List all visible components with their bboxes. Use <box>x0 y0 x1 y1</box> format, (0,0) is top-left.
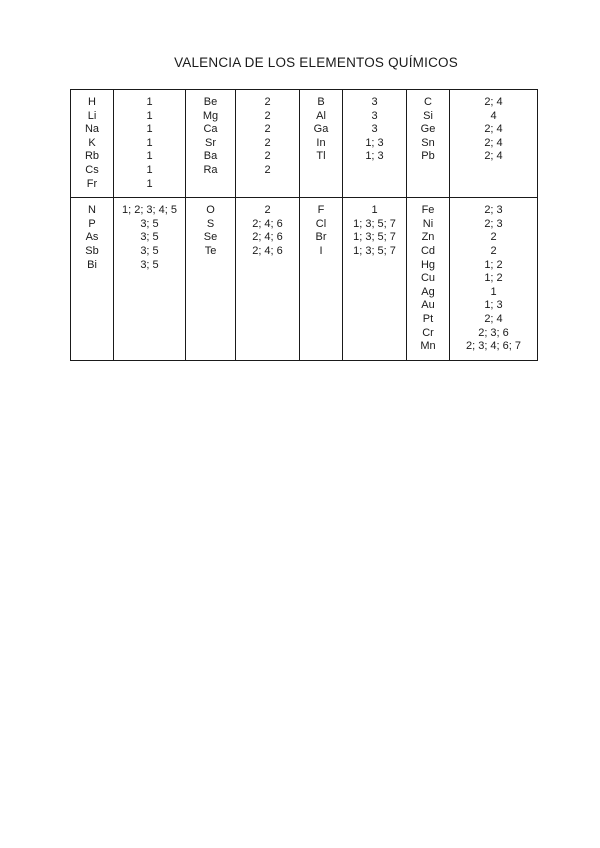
element-valence: 1 <box>146 96 153 108</box>
element-symbols-cell <box>186 198 236 361</box>
valences-cell <box>450 90 538 198</box>
element-symbol: Sn <box>421 136 435 149</box>
element-symbol: K <box>88 136 96 149</box>
element-valence: 2 <box>264 136 271 149</box>
element-symbols-cell <box>186 90 236 198</box>
element-valence: 2; 4 <box>484 150 503 163</box>
element-symbol: S <box>206 217 215 230</box>
valences-cell <box>114 198 186 361</box>
table-body <box>71 90 538 361</box>
element-symbol: Li <box>87 109 97 122</box>
element-symbol: F <box>317 204 325 217</box>
element-valence: 2; 4 <box>484 136 503 149</box>
valences-cell <box>236 90 300 198</box>
valence-table <box>70 89 538 361</box>
element-symbol: Al <box>316 109 326 122</box>
element-valence: 4 <box>490 109 497 122</box>
element-valence: 1 <box>371 204 378 217</box>
element-valence: 2; 4 <box>484 312 503 325</box>
element-symbol: Ni <box>422 217 434 230</box>
element-symbol: Ge <box>420 123 436 136</box>
element-valence: 2; 4; 6 <box>252 244 283 257</box>
valences-cell <box>114 90 186 198</box>
element-symbol: Cd <box>420 244 436 257</box>
element-symbol: Br <box>315 231 327 244</box>
element-valence: 2 <box>264 109 271 122</box>
element-symbol: N <box>88 204 96 217</box>
element-symbol: Ra <box>203 163 218 176</box>
element-symbol: In <box>316 136 326 149</box>
element-symbol: Fr <box>86 177 98 190</box>
element-symbol: Hg <box>420 258 436 271</box>
element-symbol: Cr <box>422 326 434 339</box>
element-symbol: Be <box>203 96 218 108</box>
element-valence: 1 <box>146 109 153 122</box>
element-symbol: Mn <box>420 340 436 353</box>
element-symbol: Zn <box>421 231 435 244</box>
element-symbol: Ca <box>203 123 218 136</box>
element-symbol: Te <box>204 244 217 257</box>
element-symbol: Tl <box>316 150 326 163</box>
element-valence: 2; 4; 6 <box>252 217 283 230</box>
element-valence: 2 <box>490 231 497 244</box>
element-valence: 2 <box>264 204 271 217</box>
element-valence: 1; 3; 5; 7 <box>353 231 396 244</box>
element-symbol: Pt <box>422 312 434 325</box>
element-valence: 3; 5 <box>140 231 159 244</box>
element-symbol: Mg <box>202 109 219 122</box>
element-symbol: Pb <box>421 150 435 163</box>
element-symbol: Sr <box>205 136 216 149</box>
element-symbol: P <box>88 217 96 230</box>
element-valence: 2; 4; 6 <box>252 231 283 244</box>
element-symbol: Cl <box>315 217 327 230</box>
element-symbol: Cs <box>85 163 99 176</box>
element-valence: 1 <box>146 150 153 163</box>
element-symbols-cell <box>300 198 343 361</box>
element-symbols-cell <box>300 90 343 198</box>
element-valence: 2; 4 <box>484 96 503 108</box>
valences-cell <box>343 90 407 198</box>
valences-cell <box>236 198 300 361</box>
element-valence: 1 <box>146 163 153 176</box>
element-symbol: Fe <box>421 204 435 217</box>
valences-cell <box>450 198 538 361</box>
element-valence: 1; 2 <box>484 272 503 285</box>
element-symbol: Cu <box>420 272 436 285</box>
element-symbol: Ga <box>313 123 329 136</box>
element-valence: 1; 2; 3; 4; 5 <box>121 204 178 217</box>
element-valence: 2; 3 <box>484 217 503 230</box>
table-row <box>71 90 538 198</box>
element-symbol: Au <box>421 299 435 312</box>
element-valence: 1 <box>490 285 497 298</box>
element-valence: 3 <box>371 109 378 122</box>
element-valence: 2 <box>264 163 271 176</box>
element-valence: 1; 3 <box>484 299 503 312</box>
page-title: VALENCIA DE LOS ELEMENTOS QUÍMICOS <box>174 55 458 70</box>
element-symbol: C <box>424 96 432 108</box>
element-valence: 3; 5 <box>140 217 159 230</box>
element-symbol: Bi <box>87 258 97 271</box>
element-valence: 2 <box>490 244 497 257</box>
element-valence: 2; 3; 6 <box>478 326 509 339</box>
element-symbol: Se <box>203 231 218 244</box>
element-valence: 2 <box>264 96 271 108</box>
element-symbols-cell <box>71 90 114 198</box>
element-symbol: Ag <box>421 285 435 298</box>
element-symbol: B <box>317 96 325 108</box>
element-symbols-cell <box>71 198 114 361</box>
element-symbol: H <box>88 96 96 108</box>
element-valence: 2 <box>264 150 271 163</box>
element-valence: 2; 3; 4; 6; 7 <box>465 340 522 353</box>
element-valence: 2 <box>264 123 271 136</box>
element-symbol: Ba <box>203 150 218 163</box>
valences-cell <box>343 198 407 361</box>
element-valence: 1; 3; 5; 7 <box>353 244 396 257</box>
element-symbol: Si <box>423 109 433 122</box>
element-symbols-cell <box>407 198 450 361</box>
element-symbol: I <box>319 244 323 257</box>
element-symbol: Rb <box>84 150 100 163</box>
element-symbol: As <box>85 231 99 244</box>
element-symbol: Sb <box>85 244 99 257</box>
element-valence: 2; 4 <box>484 123 503 136</box>
element-symbol: Na <box>84 123 100 136</box>
element-valence: 1; 3 <box>365 150 384 163</box>
element-valence: 1 <box>146 123 153 136</box>
element-valence: 1; 3; 5; 7 <box>353 217 396 230</box>
element-symbols-cell <box>407 90 450 198</box>
element-valence: 1; 3 <box>365 136 384 149</box>
element-valence: 1 <box>146 136 153 149</box>
element-valence: 3; 5 <box>140 258 159 271</box>
table-row <box>71 198 538 361</box>
element-valence: 3 <box>371 96 378 108</box>
element-symbol: O <box>206 204 215 217</box>
element-valence: 2; 3 <box>484 204 503 217</box>
element-valence: 1; 2 <box>484 258 503 271</box>
element-valence: 3; 5 <box>140 244 159 257</box>
element-valence: 3 <box>371 123 378 136</box>
element-valence: 1 <box>146 177 153 190</box>
